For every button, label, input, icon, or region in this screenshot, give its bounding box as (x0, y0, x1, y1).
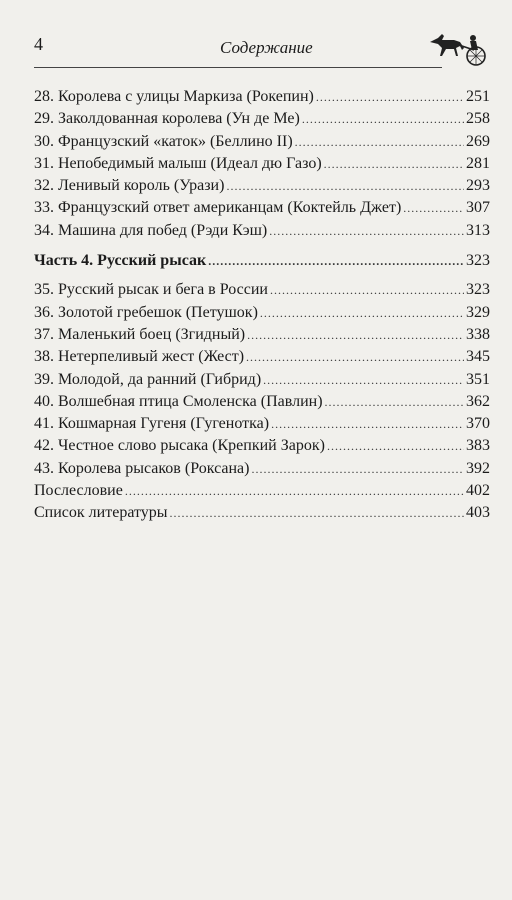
toc-row (34, 502, 490, 524)
toc-entry-title: 29. Заколдованная королева (Ун де Ме) (34, 110, 300, 128)
toc-row (34, 346, 490, 368)
page-header (34, 30, 478, 68)
leader-dots (316, 87, 464, 108)
toc-entry-page: 392 (466, 459, 490, 477)
leader-dots (125, 481, 464, 502)
leader-dots (270, 280, 464, 301)
toc-entry-page: 258 (466, 110, 490, 128)
toc-entry-title: 33. Французский ответ американцам (Коктейль Джет) (34, 199, 402, 217)
toc-entry-title: 37. Маленький боец (Згидный) (34, 325, 246, 343)
toc-row (34, 108, 490, 130)
toc-row (34, 435, 490, 457)
toc-entry-title: 30. Французский «каток» (Беллино II) (34, 132, 293, 150)
toc-entry-title: 38. Нетерпеливый жест (Жест) (34, 348, 245, 366)
toc-entry-page: 307 (466, 199, 490, 217)
toc-entry-title: 28. Королева с улицы Маркиза (Рокепин) (34, 88, 314, 105)
toc-entry-title: Список литературы (34, 504, 168, 522)
leader-dots (327, 436, 464, 457)
toc-entry-title: 43. Королева рысаков (Роксана) (34, 459, 250, 477)
toc-row (34, 480, 490, 502)
leader-dots (324, 154, 464, 175)
toc-entry-page: 351 (466, 370, 490, 388)
toc-row (34, 220, 490, 242)
toc-entry-page: 251 (466, 88, 490, 105)
leader-dots (251, 459, 464, 480)
table-of-contents (34, 86, 490, 525)
leader-dots (226, 176, 464, 197)
toc-entry-page: 402 (466, 482, 490, 500)
leader-dots (271, 414, 464, 435)
toc-entry-page: 329 (466, 303, 490, 321)
toc-entry-page: 313 (466, 221, 490, 239)
toc-row (34, 153, 490, 175)
toc-entry-title: 31. Непобедимый малыш (Идеал дю Газо) (34, 154, 322, 172)
toc-part-page: 323 (466, 252, 490, 270)
toc-entry-title: Послесловие (34, 482, 123, 500)
leader-dots (325, 392, 464, 413)
toc-entry-page: 370 (466, 415, 490, 433)
leader-dots (260, 303, 464, 324)
toc-entry-title: 34. Машина для побед (Рэди Кэш) (34, 221, 268, 239)
leader-dots (269, 221, 464, 242)
page-number: 4 (34, 34, 43, 54)
toc-entry-page: 269 (466, 132, 490, 150)
toc-row (34, 279, 490, 301)
toc-entry-page: 323 (466, 281, 490, 299)
toc-part-row (34, 250, 490, 272)
leader-dots (247, 325, 464, 346)
leader-dots (403, 198, 464, 219)
toc-entry-page: 345 (466, 348, 490, 366)
toc-row (34, 369, 490, 391)
toc-entry-title: 42. Честное слово рысака (Крепкий Зарок) (34, 437, 325, 455)
toc-row (34, 197, 490, 219)
toc-entry-title: 39. Молодой, да ранний (Гибрид) (34, 370, 262, 388)
toc-entry-title: 41. Кошмарная Гугеня (Гугенотка) (34, 415, 270, 433)
toc-row (34, 324, 490, 346)
horse-sulky-icon (426, 28, 488, 68)
leader-dots (246, 347, 464, 368)
leader-dots (302, 109, 464, 130)
toc-entry-page: 293 (466, 177, 490, 195)
toc-entry-page: 281 (466, 154, 490, 172)
leader-dots (263, 370, 464, 391)
running-title: Содержание (220, 38, 313, 57)
toc-row (34, 458, 490, 480)
toc-entry-page: 403 (466, 504, 490, 522)
toc-row (34, 302, 490, 324)
leader-dots (208, 251, 464, 272)
toc-entry-page: 383 (466, 437, 490, 455)
toc-entry-title: 35. Русский рысак и бега в России (34, 281, 268, 299)
header-rule (34, 67, 442, 68)
toc-entry-title: 32. Ленивый король (Урази) (34, 177, 225, 195)
toc-entry-page: 338 (466, 325, 490, 343)
toc-row (34, 413, 490, 435)
toc-part-title: Часть 4. Русский рысак (34, 252, 207, 270)
toc-row (34, 391, 490, 413)
toc-row (34, 86, 490, 108)
toc-entry-title: 40. Волшебная птица Смоленска (Павлин) (34, 392, 323, 410)
toc-entry-title: 36. Золотой гребешок (Петушок) (34, 303, 258, 321)
toc-entry-page: 362 (466, 392, 490, 410)
leader-dots (170, 503, 464, 524)
toc-row (34, 175, 490, 197)
toc-row (34, 131, 490, 153)
leader-dots (295, 132, 464, 153)
